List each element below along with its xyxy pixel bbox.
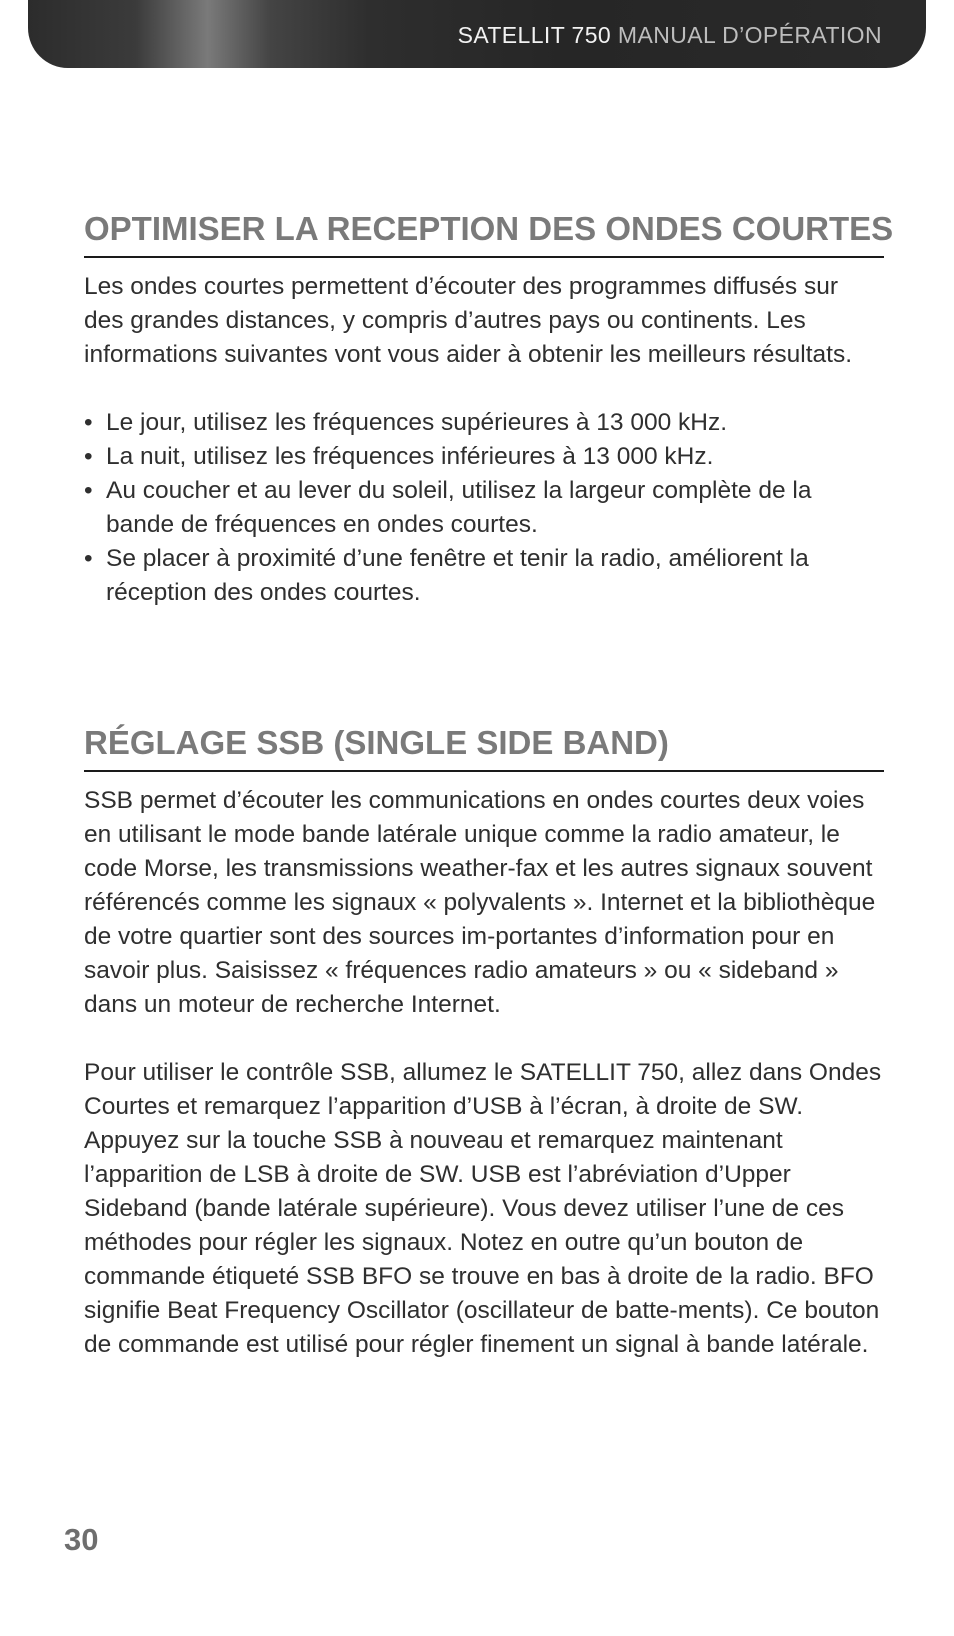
list-item xyxy=(84,542,884,610)
bullet-icon: • xyxy=(84,545,93,572)
list-item-text: Le jour, utilisez les fréquences supérieures à 13 000 kHz. xyxy=(106,409,728,436)
list-item-text: Se placer à proximité d’une fenêtre et tenir la radio, améliorent la réception des ondes courtes. xyxy=(106,545,809,606)
bullet-icon: • xyxy=(84,443,93,470)
list-item-text: Au coucher et au lever du soleil, utilisez la largeur complète de la bande de fréquences en ondes courtes. xyxy=(106,477,812,538)
bullet-icon: • xyxy=(84,477,93,504)
section-ssb-tuning xyxy=(84,720,884,1362)
header-manual: MANUAL D’OPÉRATION xyxy=(617,22,882,48)
intro-paragraph: Les ondes courtes permettent d’écouter des programmes diffusés sur des grandes distances, y compris d’autres pays ou continents. Les informations suivantes vont vous aider à obtenir les meilleurs résultats. xyxy=(84,273,853,368)
section-title-ssb: RÉGLAGE SSB (SINGLE SIDE BAND) xyxy=(84,724,669,761)
ssb-paragraph-2: Pour utiliser le contrôle SSB, allumez le SATELLIT 750, allez dans Ondes Courtes et remarquez l’apparition d’USB à l’écran, à droite de SW. Appuyez sur la touche SSB à nouveau et remarquez maintenant l’apparition de LSB à droite de SW. USB est l’abréviation d’Upper Sideband (bande latérale supérieure). Vous devez utiliser l’une de ces méthodes pour régler les signaux. Notez en outre qu’un bouton de commande étiqueté SSB BFO se trouve en bas à droite de la radio. BFO signifie Beat Frequency Oscillator (oscillateur de batte-ments). Ce bouton de commande est utilisé pour régler finement un signal à bande latérale. xyxy=(84,1059,882,1358)
page-number: 30 xyxy=(64,1522,99,1557)
section-title-shortwave: OPTIMISER LA RECEPTION DES ONDES COURTES xyxy=(84,210,894,247)
list-item xyxy=(84,440,884,474)
list-item xyxy=(84,474,884,542)
list-item xyxy=(84,406,884,440)
section-divider xyxy=(84,256,884,258)
section-divider xyxy=(84,770,884,772)
list-item-text: La nuit, utilisez les fréquences inférieures à 13 000 kHz. xyxy=(106,443,714,470)
header-band xyxy=(28,0,926,68)
tips-list xyxy=(84,406,884,610)
header-model: SATELLIT 750 xyxy=(457,22,612,48)
ssb-paragraph-1: SSB permet d’écouter les communications en ondes courtes deux voies en utilisant le mode bande latérale unique comme la radio amateur, le code Morse, les transmissions weather-fax et les autres signaux souvent référencés comme les signaux « polyvalents ». Internet et la bibliothèque de votre quartier sont des sources im-portantes d’information pour en savoir plus. Saisissez « fréquences radio amateurs » ou « sideband » dans un moteur de recherche Internet. xyxy=(84,787,876,1018)
bullet-icon: • xyxy=(84,409,93,436)
running-header xyxy=(458,20,882,50)
section-shortwave-reception xyxy=(84,206,894,610)
